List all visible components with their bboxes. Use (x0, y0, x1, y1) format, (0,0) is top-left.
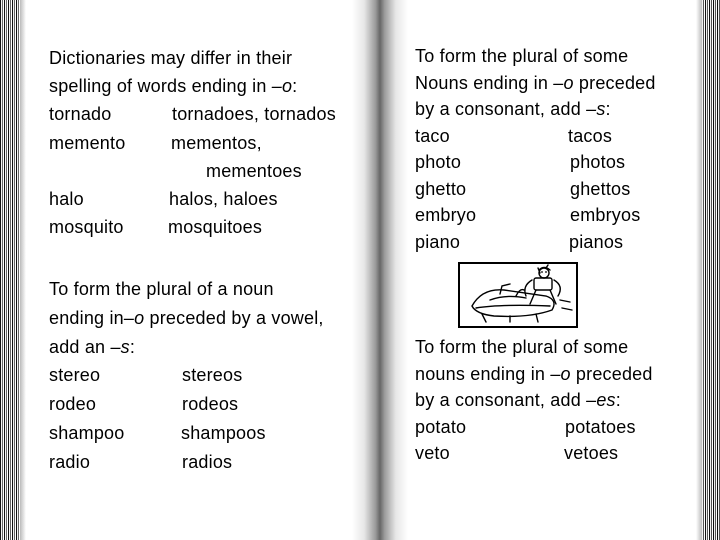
right-s2-line3-end: : (615, 390, 621, 410)
left-s2-line1 (49, 275, 359, 304)
left-s2-line3-text (49, 333, 135, 362)
example-row (415, 414, 685, 441)
example-plural: tacos (568, 125, 613, 146)
example-word: memento (49, 132, 126, 153)
left-s2-line3-prefix: add an (49, 336, 111, 357)
example-word: stereo (49, 365, 101, 386)
example-plural: pianos (569, 231, 624, 252)
example-plural: halos, haloes (169, 188, 278, 209)
example-row (415, 440, 685, 467)
example-row (415, 202, 685, 229)
left-s2-line1-text: To form the plural of a noun (49, 279, 274, 299)
example-word: photo (415, 152, 462, 172)
example-plural: vetoes (564, 443, 619, 463)
example-plural: mementoes (206, 160, 302, 181)
right-s1-line3-text (415, 96, 611, 123)
right-s2-line2 (415, 361, 685, 388)
right-s2-line3 (415, 387, 685, 414)
example-row (415, 123, 685, 150)
example-row (49, 419, 359, 448)
right-s2-line2-text (415, 361, 653, 388)
example-row (415, 149, 685, 176)
example-word: taco (415, 125, 450, 146)
right-s1-line2-suffix: preceded (573, 72, 656, 93)
example-word: tornado (49, 104, 112, 125)
cartoon-piano-mover-icon (458, 262, 578, 328)
left-s1-line1-text: Dictionaries may differ in their (49, 48, 293, 68)
example-row (49, 158, 359, 186)
example-word: halo (49, 188, 84, 209)
left-s2-line3 (49, 333, 359, 362)
example-row (49, 390, 359, 419)
right-s1-line1-text: To form the plural of some (415, 46, 629, 66)
example-row (415, 176, 685, 203)
example-word: radio (49, 451, 91, 472)
right-s1-line3-prefix: by a consonant, add (415, 99, 587, 119)
book-gutter (352, 0, 408, 540)
right-s2-line3-prefix: by a consonant, add (415, 390, 587, 410)
right-s1-line3-end: : (605, 99, 611, 119)
right-s2-line3-italic: –es (586, 390, 616, 410)
example-word: rodeo (49, 394, 97, 415)
left-s1-line2-prefix: spelling of words ending in (49, 76, 272, 97)
right-s1-line3-italic: –s (586, 99, 606, 119)
book-right-edge (696, 0, 720, 540)
example-row (49, 186, 359, 214)
right-s1-line2-italic: –o (553, 72, 574, 93)
example-word: embryo (415, 205, 477, 225)
left-s2-line2-suffix: preceded by a vowel, (144, 307, 324, 328)
left-section-2 (49, 275, 359, 477)
example-row (49, 130, 359, 158)
right-s2-line2-suffix: preceded (570, 363, 653, 384)
right-s2-line2-italic: –o (550, 363, 571, 384)
right-s2-line1-text: To form the plural of some (415, 337, 629, 357)
cartoon-piano-mover-drawing (460, 264, 576, 326)
right-section-2 (415, 334, 685, 467)
book-left-edge (0, 0, 26, 540)
left-s2-line2 (49, 304, 359, 333)
left-s1-line2 (49, 73, 359, 101)
example-plural: radios (182, 451, 233, 472)
right-s1-line1 (415, 43, 685, 70)
left-s2-line3-end: : (129, 336, 136, 357)
left-s2-line3-italic: –s (110, 336, 130, 357)
example-plural: ghettos (570, 178, 631, 199)
example-word: mosquito (49, 217, 124, 238)
example-word: piano (415, 231, 461, 252)
left-s2-line2-italic: –o (123, 307, 145, 328)
right-section-1 (415, 43, 685, 255)
example-row (49, 214, 359, 242)
example-row (49, 101, 359, 129)
right-s1-line3 (415, 96, 685, 123)
right-s1-line2-prefix: Nouns ending in (415, 72, 554, 93)
left-s1-line2-italic: –o (271, 76, 293, 97)
left-section-1 (49, 45, 359, 242)
example-plural: potatoes (565, 416, 636, 437)
right-s1-line2-text (415, 70, 656, 97)
example-row (49, 361, 359, 390)
example-plural: tornadoes, tornados (172, 104, 336, 125)
right-s2-line3-text (415, 387, 621, 414)
example-plural: embryos (570, 205, 641, 225)
left-s2-line2-prefix: ending in (49, 307, 124, 328)
right-s1-line2 (415, 70, 685, 97)
example-plural: mosquitoes (168, 217, 263, 238)
left-s1-line2-end: : (292, 76, 298, 97)
example-plural: mementos, (171, 132, 262, 153)
right-s2-line2-prefix: nouns ending in (415, 363, 551, 384)
example-plural: rodeos (182, 394, 239, 415)
example-word: potato (415, 416, 467, 437)
left-s1-line1 (49, 45, 359, 73)
example-plural: photos (570, 152, 626, 172)
example-word: ghetto (415, 178, 467, 199)
left-s2-line2-text (49, 304, 324, 333)
example-word: veto (415, 443, 450, 463)
example-plural: stereos (182, 365, 243, 386)
left-s1-line2-text (49, 73, 297, 100)
example-word: shampoo (49, 422, 125, 443)
right-s2-line1 (415, 334, 685, 361)
example-row (49, 448, 359, 477)
example-row (415, 229, 685, 256)
example-plural: shampoos (181, 422, 266, 443)
